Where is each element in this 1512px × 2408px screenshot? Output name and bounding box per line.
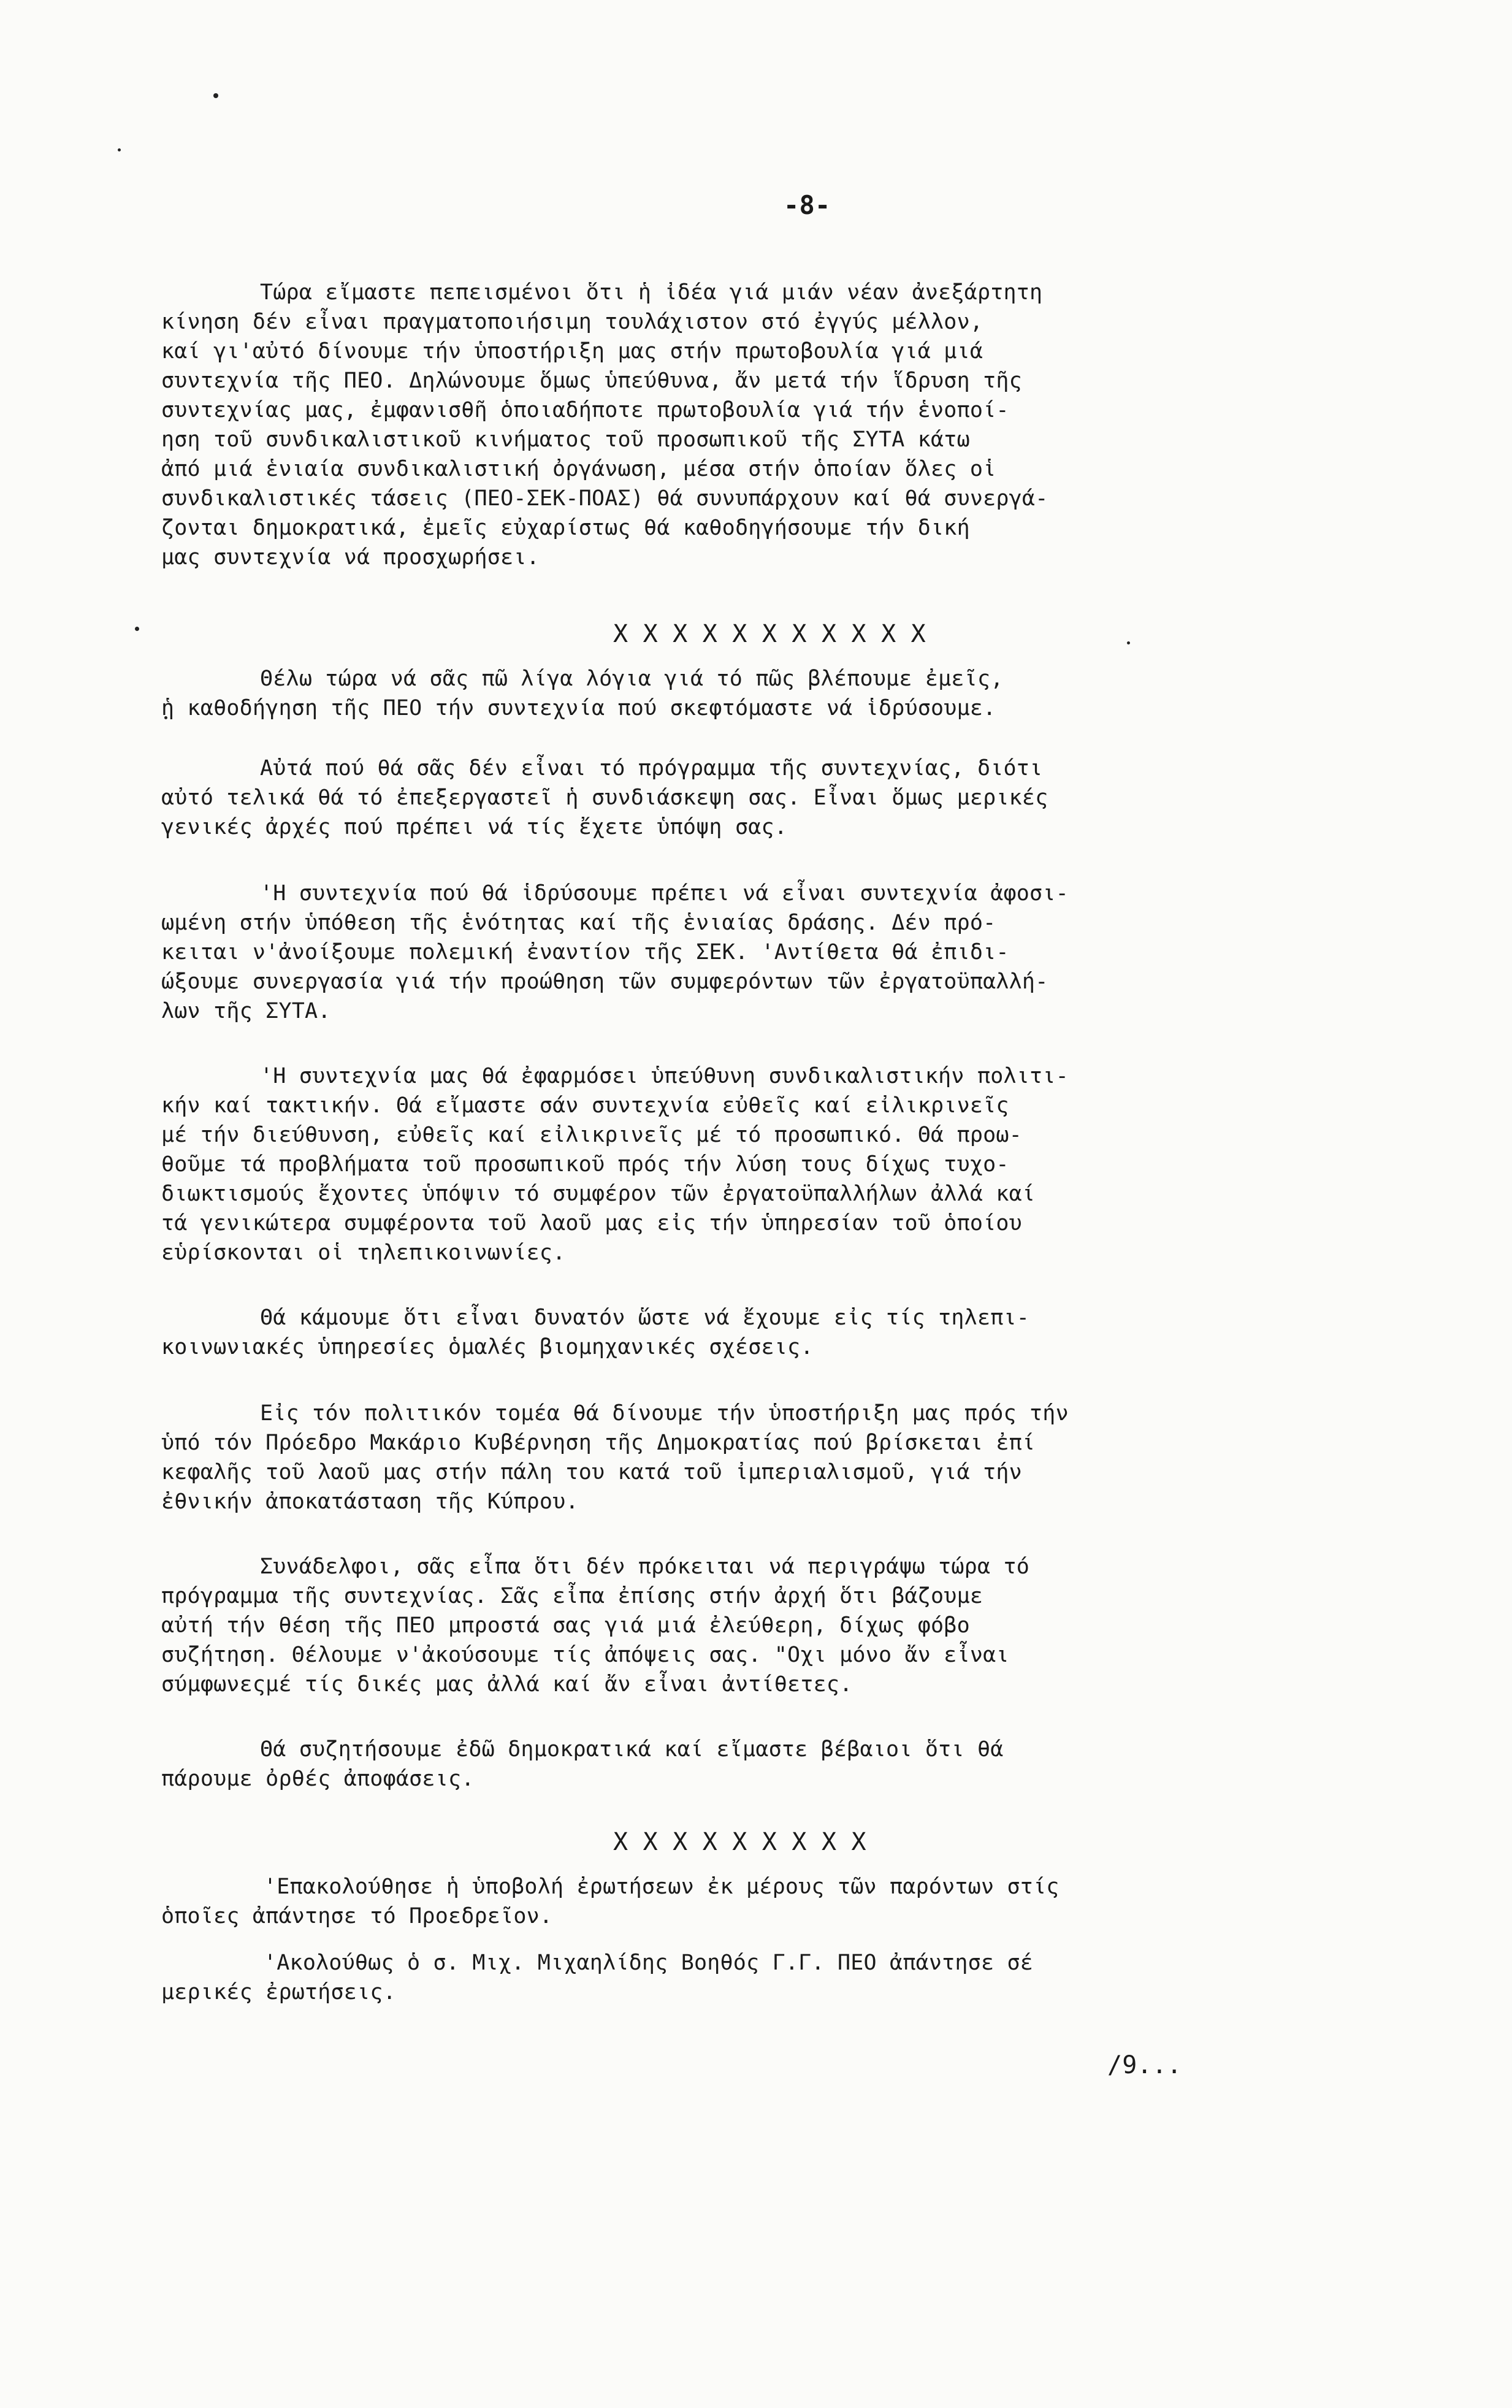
scan-speck <box>213 93 218 98</box>
body-line: θοῦμε τά προβλήματα τοῦ προσωπικοῦ πρός τήν λύση τους δίχως τυχο- <box>161 1152 1009 1177</box>
body-line: διωκτισμούς ἔχοντες ὑπόψιν τό συμφέρον τῶν ἐργατοϋπαλλήλων ἀλλά καί <box>161 1182 1036 1206</box>
scan-speck <box>135 627 139 631</box>
body-line: ἀπό μιά ἑνιαία συνδικαλιστική ὀργάνωση, μέσα στήν ὁποίαν ὅλες οἱ <box>161 457 996 481</box>
body-line: 'Η συντεχνία μας θά ἐφαρμόσει ὑπεύθυνη συνδικαλιστικήν πολιτι- <box>260 1064 1069 1088</box>
scan-speck <box>118 148 121 151</box>
body-line: καί γι'αὐτό δίνουμε τήν ὑποστήριξη μας στήν πρωτοβουλία γιά μιά <box>161 339 983 364</box>
body-line: σύμφωνεςμέ τίς δικές μας ἀλλά καί ἄν εἶναι ἀντίθετες. <box>161 1672 853 1697</box>
body-line: ἡ καθοδήγηση τῆς ΠΕΟ τήν συντεχνία πού σκεφτόμαστε νά ἱδρύσουμε. <box>161 696 996 720</box>
body-line: κειται ν'ἀνοίξουμε πολεμική ἐναντίον τῆς ΣΕΚ. 'Αντίθετα θά ἐπιδι- <box>161 940 1009 965</box>
body-line: συντεχνίας μας, ἐμφανισθῆ ὁποιαδήποτε πρωτοβουλία γιά τήν ἑνοποί- <box>161 398 1009 422</box>
page-number: -8- <box>784 190 831 220</box>
body-line: αὐτό τελικά θά τό ἐπεξεργαστεῖ ἡ συνδιάσκεψη σας. Εἶναι ὅμως μερικές <box>161 785 1048 810</box>
body-line: ηση τοῦ συνδικαλιστικοῦ κινήματος τοῦ προσωπικοῦ τῆς ΣΥΤΑ κάτω <box>161 427 970 452</box>
body-line: μέ τήν διεύθυνση, εὐθεῖς καί εἰλικρινεῖς μέ τό προσωπικό. Θά προω- <box>161 1123 1022 1147</box>
body-line: μας συντεχνία νά προσχωρήσει. <box>161 545 540 570</box>
body-line: 'Ακολούθως ὁ σ. Μιχ. Μιχαηλίδης Βοηθός Γ.Γ. ΠΕΟ ἀπάντησε σέ <box>264 1951 1034 1975</box>
body-line: ἐθνικήν ἀποκατάσταση τῆς Κύπρου. <box>161 1489 579 1514</box>
body-line: πρόγραμμα τῆς συντεχνίας. Σᾶς εἶπα ἐπίσης στήν ἀρχή ὅτι βάζουμε <box>161 1584 983 1608</box>
continuation-marker: /9... <box>1107 2051 1182 2079</box>
body-line: τά γενικώτερα συμφέροντα τοῦ λαοῦ μας εἰς τήν ὑπηρεσίαν τοῦ ὁποίου <box>161 1211 1022 1236</box>
body-line: ωμένη στήν ὑπόθεση τῆς ἑνότητας καί τῆς ἑνιαίας δράσης. Δέν πρό- <box>161 911 996 935</box>
body-line: μερικές ἐρωτήσεις. <box>161 1980 396 2005</box>
body-line: γενικές ἀρχές πού πρέπει νά τίς ἔχετε ὑπόψη σας. <box>161 815 788 839</box>
body-line: ὑπό τόν Πρόεδρο Μακάριο Κυβέρνηση τῆς Δημοκρατίας πού βρίσκεται ἐπί <box>161 1431 1036 1455</box>
body-line: Θά συζητήσουμε ἐδῶ δημοκρατικά καί εἴμαστε βέβαιοι ὅτι θά <box>260 1737 1004 1762</box>
body-line: αὐτή τήν θέση τῆς ΠΕΟ μπροστά σας γιά μιά ἐλεύθερη, δίχως φόβο <box>161 1613 970 1638</box>
body-line: πάρουμε ὀρθές ἀποφάσεις. <box>161 1767 475 1791</box>
body-line: Τώρα εἴμαστε πεπεισμένοι ὅτι ἡ ἰδέα γιά μιάν νέαν ἀνεξάρτητη <box>260 280 1043 305</box>
body-line: ώξουμε συνεργασία γιά τήν προώθηση τῶν συμφερόντων τῶν ἐργατοϋπαλλή- <box>161 969 1048 994</box>
body-line: Θέλω τώρα νά σᾶς πῶ λίγα λόγια γιά τό πῶς βλέπουμε ἐμεῖς, <box>260 667 1004 691</box>
body-line: συζήτηση. Θέλουμε ν'ἀκούσουμε τίς ἀπόψεις σας. "Οχι μόνο ἄν εἶναι <box>161 1643 1009 1667</box>
body-line: 'Η συντεχνία πού θά ἱδρύσουμε πρέπει νά εἶναι συντεχνία ἀφοσι- <box>260 881 1069 906</box>
body-line: Εἰς τόν πολιτικόν τομέα θά δίνουμε τήν ὑποστήριξη μας πρός τήν <box>260 1401 1069 1426</box>
body-line: συνδικαλιστικές τάσεις (ΠΕΟ-ΣΕΚ-ΠΟΑΣ) θά συνυπάρχουν καί θά συνεργά- <box>161 486 1048 511</box>
section-separator: Χ Χ Χ Χ Χ Χ Χ Χ Χ Χ Χ <box>613 620 926 648</box>
section-separator: Χ Χ Χ Χ Χ Χ Χ Χ Χ <box>613 1828 866 1856</box>
body-line: συντεχνία τῆς ΠΕΟ. Δηλώνουμε ὅμως ὑπεύθυνα, ἄν μετά τήν ἵδρυση τῆς <box>161 369 1022 393</box>
body-line: κεφαλῆς τοῦ λαοῦ μας στήν πάλη του κατά τοῦ ἰμπεριαλισμοῦ, γιά τήν <box>161 1460 1022 1485</box>
body-line: λων τῆς ΣΥΤΑ. <box>161 999 331 1023</box>
scan-speck <box>1127 641 1130 644</box>
body-line: Συνάδελφοι, σᾶς εἶπα ὅτι δέν πρόκειται νά περιγράψω τώρα τό <box>260 1554 1030 1579</box>
body-line: Θά κάμουμε ὅτι εἶναι δυνατόν ὥστε νά ἔχουμε εἰς τίς τηλεπι- <box>260 1305 1030 1330</box>
body-line: ζονται δημοκρατικά, ἐμεῖς εὐχαρίστως θά καθοδηγήσουμε τήν δική <box>161 516 970 540</box>
body-line: κοινωνιακές ὑπηρεσίες ὁμαλές βιομηχανικές σχέσεις. <box>161 1335 814 1359</box>
body-line: κήν καί τακτικήν. Θά εἴμαστε σάν συντεχνία εὐθεῖς καί εἰλικρινεῖς <box>161 1093 1009 1118</box>
body-line: ὁποῖες ἀπάντησε τό Προεδρεῖον. <box>161 1904 553 1928</box>
body-line: Αὐτά πού θά σᾶς δέν εἶναι τό πρόγραμμα τῆς συντεχνίας, διότι <box>260 756 1043 781</box>
body-line: κίνηση δέν εἶναι πραγματοποιήσιμη τουλάχιστον στό ἐγγύς μέλλον, <box>161 310 983 334</box>
body-line: 'Επακολούθησε ἡ ὑποβολή ἐρωτήσεων ἐκ μέρους τῶν παρόντων στίς <box>264 1875 1060 1899</box>
body-line: εὑρίσκονται οἱ τηλεπικοινωνίες. <box>161 1240 566 1265</box>
